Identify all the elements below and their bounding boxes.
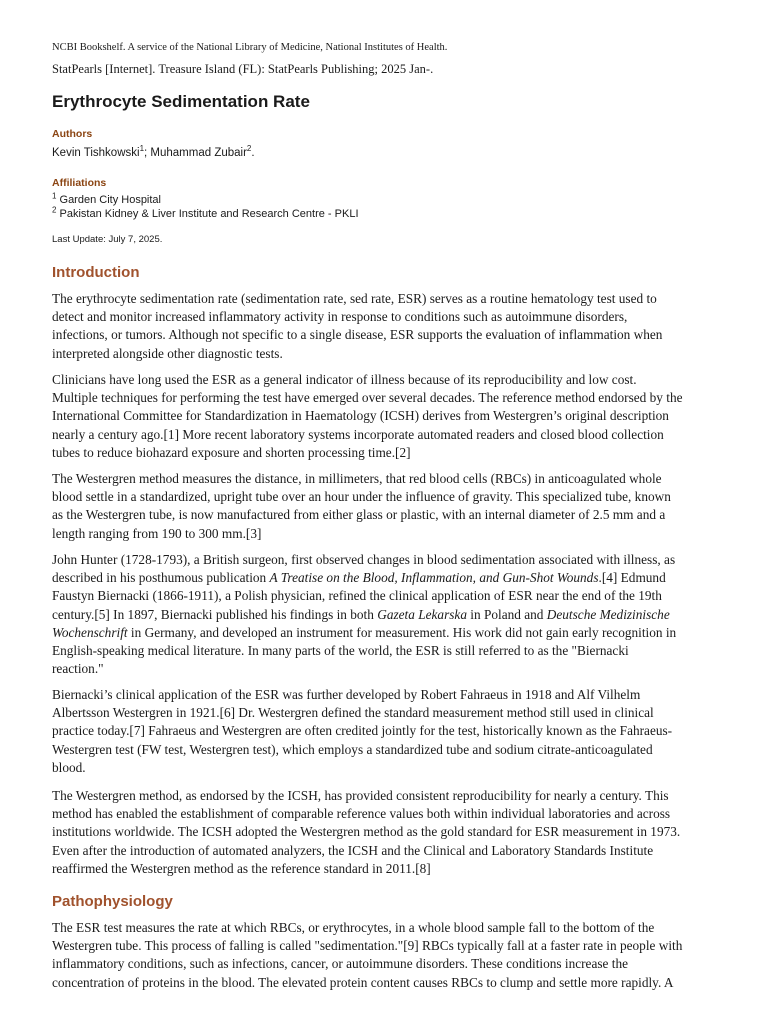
text-run: .[4] Edmund: [598, 570, 666, 586]
text-line: [52, 569, 712, 587]
text-line: [52, 606, 712, 624]
text-line: Even after the introduction of automated analyzers, the ICSH and the Clinical and Laboratory Standards Institute: [52, 842, 654, 858]
text-line: blood.: [52, 759, 86, 775]
paragraph: [52, 919, 712, 992]
text-line: Biernacki’s clinical application of the ESR was further developed by Robert Fahraeus in 1918 and Alf Vilhelm: [52, 687, 641, 702]
citation-line: StatPearls [Internet]. Treasure Island (FL): StatPearls Publishing; 2025 Jan-.: [52, 62, 434, 76]
affiliation-item: [52, 205, 359, 220]
text-line: The Westergren method, as endorsed by the ICSH, has provided consistent reproducibility for nearly a century. This: [52, 788, 669, 803]
text-line: nearly a century ago.[1] More recent laboratory systems incorporate automated readers and closed blood collection: [52, 426, 664, 442]
authors-list: [52, 144, 255, 159]
text-line: The ESR test measures the rate at which RBCs, or erythrocytes, in a whole blood sample fall to the bottom of the: [52, 920, 655, 935]
text-line: The erythrocyte sedimentation rate (sedimentation rate, sed rate, ESR) serves as a routine hematology test used to: [52, 291, 657, 306]
page-title: Erythrocyte Sedimentation Rate: [52, 92, 310, 111]
text-line: Westergren tube. This process of falling is called "sedimentation."[9] RBCs typically fall at a faster rate in people with: [52, 938, 683, 954]
journal-name: Deutsche Medizinische: [546, 606, 670, 622]
journal-name: Wochenschrift: [52, 624, 128, 640]
text-run: in Germany, and developed an instrument for measurement. His work did not gain early recognition in: [127, 624, 677, 640]
affiliation-number: 2: [52, 205, 57, 215]
publication-title: A Treatise on the Blood, Inflammation, and Gun-Shot Wounds: [269, 570, 599, 586]
text-line: Multiple techniques for performing the test have emerged over several decades. The reference method endorsed by the: [52, 390, 683, 406]
text-line: The Westergren method measures the distance, in millimeters, that red blood cells (RBCs) in anticoagulated whole: [52, 471, 662, 486]
section-heading-pathophysiology: Pathophysiology: [52, 893, 173, 910]
text-line: tubes to reduce biohazard exposure and shorten processing time.[2]: [52, 444, 411, 460]
text-line: interpreted alongside other diagnostic tests.: [52, 345, 283, 361]
author-name[interactable]: Kevin Tishkowski: [52, 147, 140, 159]
text-line: Albertsson Westergren in 1921.[6] Dr. Westergren defined the standard measurement method still used in clinical: [52, 705, 654, 721]
affiliation-text: Garden City Hospital: [56, 194, 161, 206]
text-line: as the Westergren tube, is now manufactured from either glass or plastic, with an internal diameter of 2.5 mm and a: [52, 507, 666, 523]
last-update: Last Update: July 7, 2025.: [52, 234, 163, 245]
text-line: infections, or tumors. Although not specific to a single disease, ESR supports the evaluation of inflammation when: [52, 327, 663, 343]
text-line: International Committee for Standardization in Haematology (ICSH) derives from Westergren’s original description: [52, 408, 669, 424]
text-line: reaction.": [52, 661, 104, 677]
author-separator: ;: [144, 147, 151, 159]
author-list-end: .: [251, 147, 255, 159]
paragraph: [52, 686, 712, 777]
text-line: institutions worldwide. The ICSH adopted the Westergren method as the gold standard for ESR measurement in 1973.: [52, 824, 681, 840]
text-line: length ranging from 190 to 300 mm.[3]: [52, 525, 262, 541]
paragraph: [52, 551, 712, 678]
text-line: concentration of proteins in the blood. The elevated protein content causes RBCs to clump and settle more rapidly. A: [52, 974, 674, 990]
text-line: John Hunter (1728-1793), a British surgeon, first observed changes in blood sedimentation associated with illness, as: [52, 552, 676, 567]
text-line: practice today.[7] Fahraeus and Westergren are often credited jointly for the test, historically known as the Fahraeus-: [52, 723, 673, 739]
journal-name: Gazeta Lekarska: [377, 606, 467, 622]
bookshelf-notice: NCBI Bookshelf. A service of the National Library of Medicine, National Institutes of Health.: [52, 42, 448, 53]
affiliation-text: Pakistan Kidney & Liver Institute and Research Centre - PKLI: [56, 208, 359, 220]
affiliation-number: 1: [52, 191, 57, 201]
text-run: in Poland and: [466, 606, 547, 622]
text-line: method has enabled the establishment of comparable reference values both within individual laboratories and across: [52, 806, 671, 822]
author-name[interactable]: Muhammad Zubair: [150, 147, 247, 159]
text-run: century.[5] In 1897, Biernacki published his findings in both: [52, 606, 378, 622]
text-line: Clinicians have long used the ESR as a general indicator of illness because of its reproducibility and low cost.: [52, 372, 637, 387]
paragraph: [52, 371, 712, 462]
text-line: English-speaking medical literature. In many parts of the world, the ESR is still referred to as the "Biernacki: [52, 643, 629, 659]
text-line: [52, 624, 712, 642]
affiliations-label: Affiliations: [52, 177, 107, 189]
section-heading-introduction: Introduction: [52, 264, 140, 281]
text-line: detect and monitor increased inflammatory activity in response to conditions such as autoimmune disorders,: [52, 309, 628, 325]
text-run: described in his posthumous publication: [52, 570, 270, 586]
text-line: reaffirmed the Westergren method as the reference standard in 2011.[8]: [52, 860, 431, 876]
author-affiliation-ref: 2: [246, 144, 252, 154]
paragraph: [52, 787, 712, 878]
text-line: blood settle in a standardized, upright tube over an hour under the influence of gravity. This specialized tube, known: [52, 489, 671, 505]
authors-label: Authors: [52, 128, 93, 140]
text-line: Westergren test (FW test, Westergren test), which employs a standardized tube and sodium citrate-anticoagulated: [52, 741, 653, 757]
affiliation-item: [52, 191, 161, 206]
author-affiliation-ref: 1: [139, 144, 145, 154]
paragraph: [52, 290, 712, 363]
paragraph: [52, 470, 712, 543]
text-line: Faustyn Biernacki (1866-1911), a Polish physician, refined the clinical application of ESR near the end of the 19th: [52, 588, 662, 604]
text-line: inflammatory conditions, such as infections, cancer, or autoimmune disorders. These conditions increase the: [52, 956, 628, 972]
